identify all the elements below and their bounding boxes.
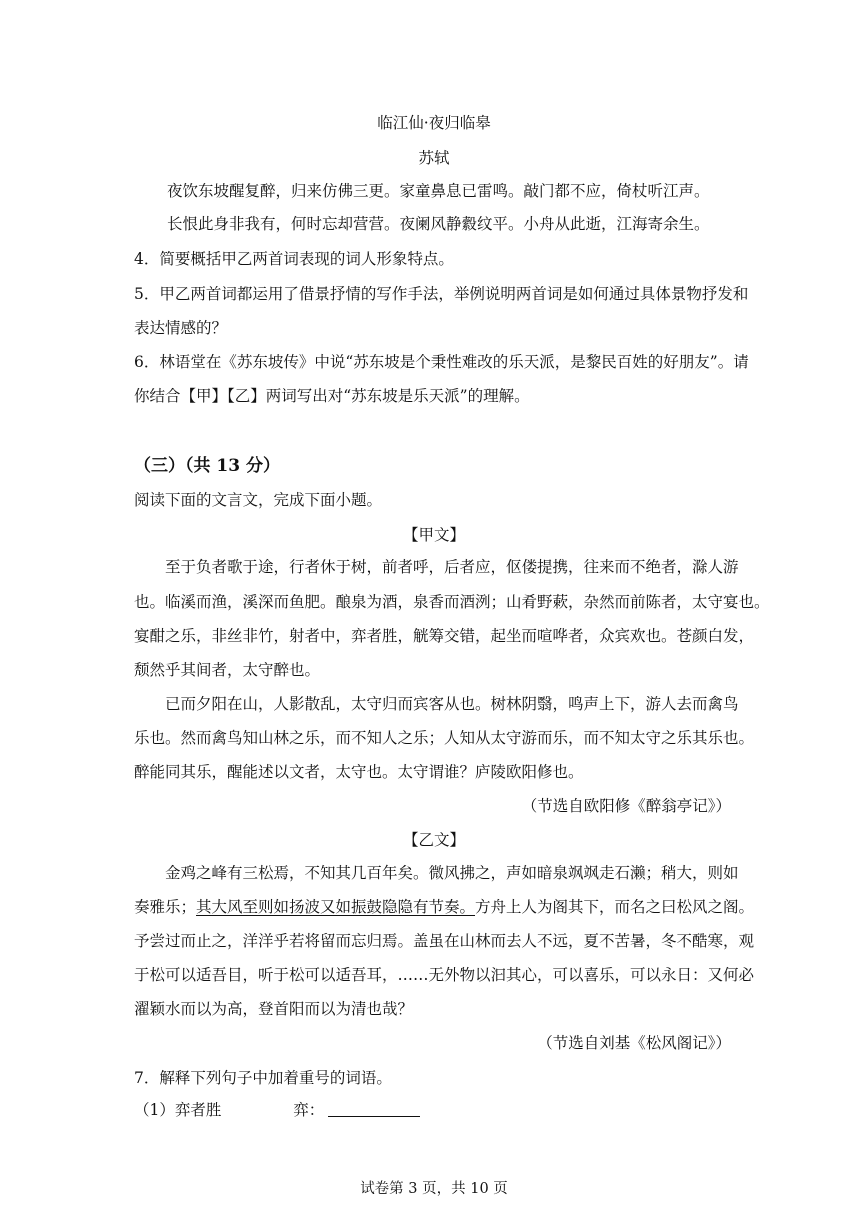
yi-line-3: 予尝过而止之，洋洋乎若将留而忘归焉。盖虽在山林而去人不远，夏不苦暑，冬不酷寒，观 <box>134 932 755 950</box>
section-instruction: 阅读下面的文言文，完成下面小题。 <box>134 491 383 509</box>
jia-p1-line-4: 颓然乎其间者，太守醉也。 <box>134 661 321 679</box>
yi-line-2 <box>134 896 754 918</box>
question-6-line-1: 6．林语堂在《苏东坡传》中说“苏东坡是个秉性难改的乐天派，是黎民百姓的好朋友”。请 <box>134 353 749 371</box>
jia-p2-line-3: 醉能同其乐，醒能述以文者，太守也。太守谓谁？庐陵欧阳修也。 <box>134 763 584 781</box>
poem-author: 苏轼 <box>418 149 450 167</box>
poem-line-1: 夜饮东坡醒复醉，归来仿佛三更。家童鼻息已雷鸣。敲门都不应，倚杖听江声。 <box>167 182 710 200</box>
text-jia-label: 【甲文】 <box>402 526 465 544</box>
jia-source: （节选自欧阳修《醉翁亭记》） <box>521 797 731 815</box>
section-heading: （三）（共 13 分） <box>134 456 280 476</box>
item-1-label: （1）弈者胜 <box>134 1101 222 1119</box>
answer-blank[interactable] <box>328 1102 420 1117</box>
yi-line-5: 濯颖水而以为高，登首阳而以为清也哉？ <box>134 1000 414 1018</box>
poem-title: 临江仙·夜归临皋 <box>377 114 491 132</box>
text-yi-label: 【乙文】 <box>402 831 465 849</box>
item-1-word: 弈： <box>293 1101 325 1119</box>
yi-line-2-end: 方舟上人为阁其下，而名之曰松风之阁。 <box>475 898 755 916</box>
question-7-item-1 <box>134 1099 420 1121</box>
question-7: 7．解释下列句子中加着重号的词语。 <box>134 1069 392 1087</box>
jia-p1-line-2: 也。临溪而渔，溪深而鱼肥。酿泉为酒，泉香而酒洌；山肴野蔌，杂然而前陈者，太守宴也。 <box>134 593 770 611</box>
jia-p2-line-1: 已而夕阳在山，人影散乱，太守归而宾客从也。树林阴翳，鸣声上下，游人去而禽鸟 <box>165 695 739 713</box>
page-footer: 试卷第 3 页，共 10 页 <box>360 1181 508 1197</box>
question-5-line-1: 5．甲乙两首词都运用了借景抒情的写作手法，举例说明两首词是如何通过具体景物抒发和 <box>134 285 749 303</box>
yi-line-2-start: 奏雅乐； <box>134 898 197 916</box>
jia-p1-line-3: 宴酣之乐，非丝非竹，射者中，弈者胜，觥筹交错，起坐而喧哗者，众宾欢也。苍颜白发， <box>134 627 755 645</box>
yi-line-4: 于松可以适吾目，听于松可以适吾耳，……无外物以汩其心，可以喜乐，可以永日：又何必 <box>134 966 755 984</box>
underlined-sentence: 其大风至则如扬波又如振鼓隐隐有节奏。 <box>196 898 476 916</box>
jia-p1-line-1: 至于负者歌于途，行者休于树，前者呼，后者应，伛偻提携，往来而不绝者，滁人游 <box>165 558 739 576</box>
jia-p2-line-2: 乐也。然而禽鸟知山林之乐，而不知人之乐；人知从太守游而乐，而不知太守之乐其乐也。 <box>134 729 755 747</box>
question-4: 4．简要概括甲乙两首词表现的词人形象特点。 <box>134 250 454 268</box>
poem-line-2: 长恨此身非我有，何时忘却营营。夜阑风静縠纹平。小舟从此逝，江海寄余生。 <box>167 215 710 233</box>
question-6-line-2: 你结合【甲】【乙】两词写出对“苏东坡是乐天派”的理解。 <box>134 387 530 405</box>
question-5-line-2: 表达情感的？ <box>134 319 228 337</box>
yi-source: （节选自刘基《松风阁记》） <box>537 1034 731 1052</box>
yi-line-1: 金鸡之峰有三松焉，不知其几百年矣。微风拂之，声如暗泉飒飒走石濑；稍大，则如 <box>165 864 739 882</box>
